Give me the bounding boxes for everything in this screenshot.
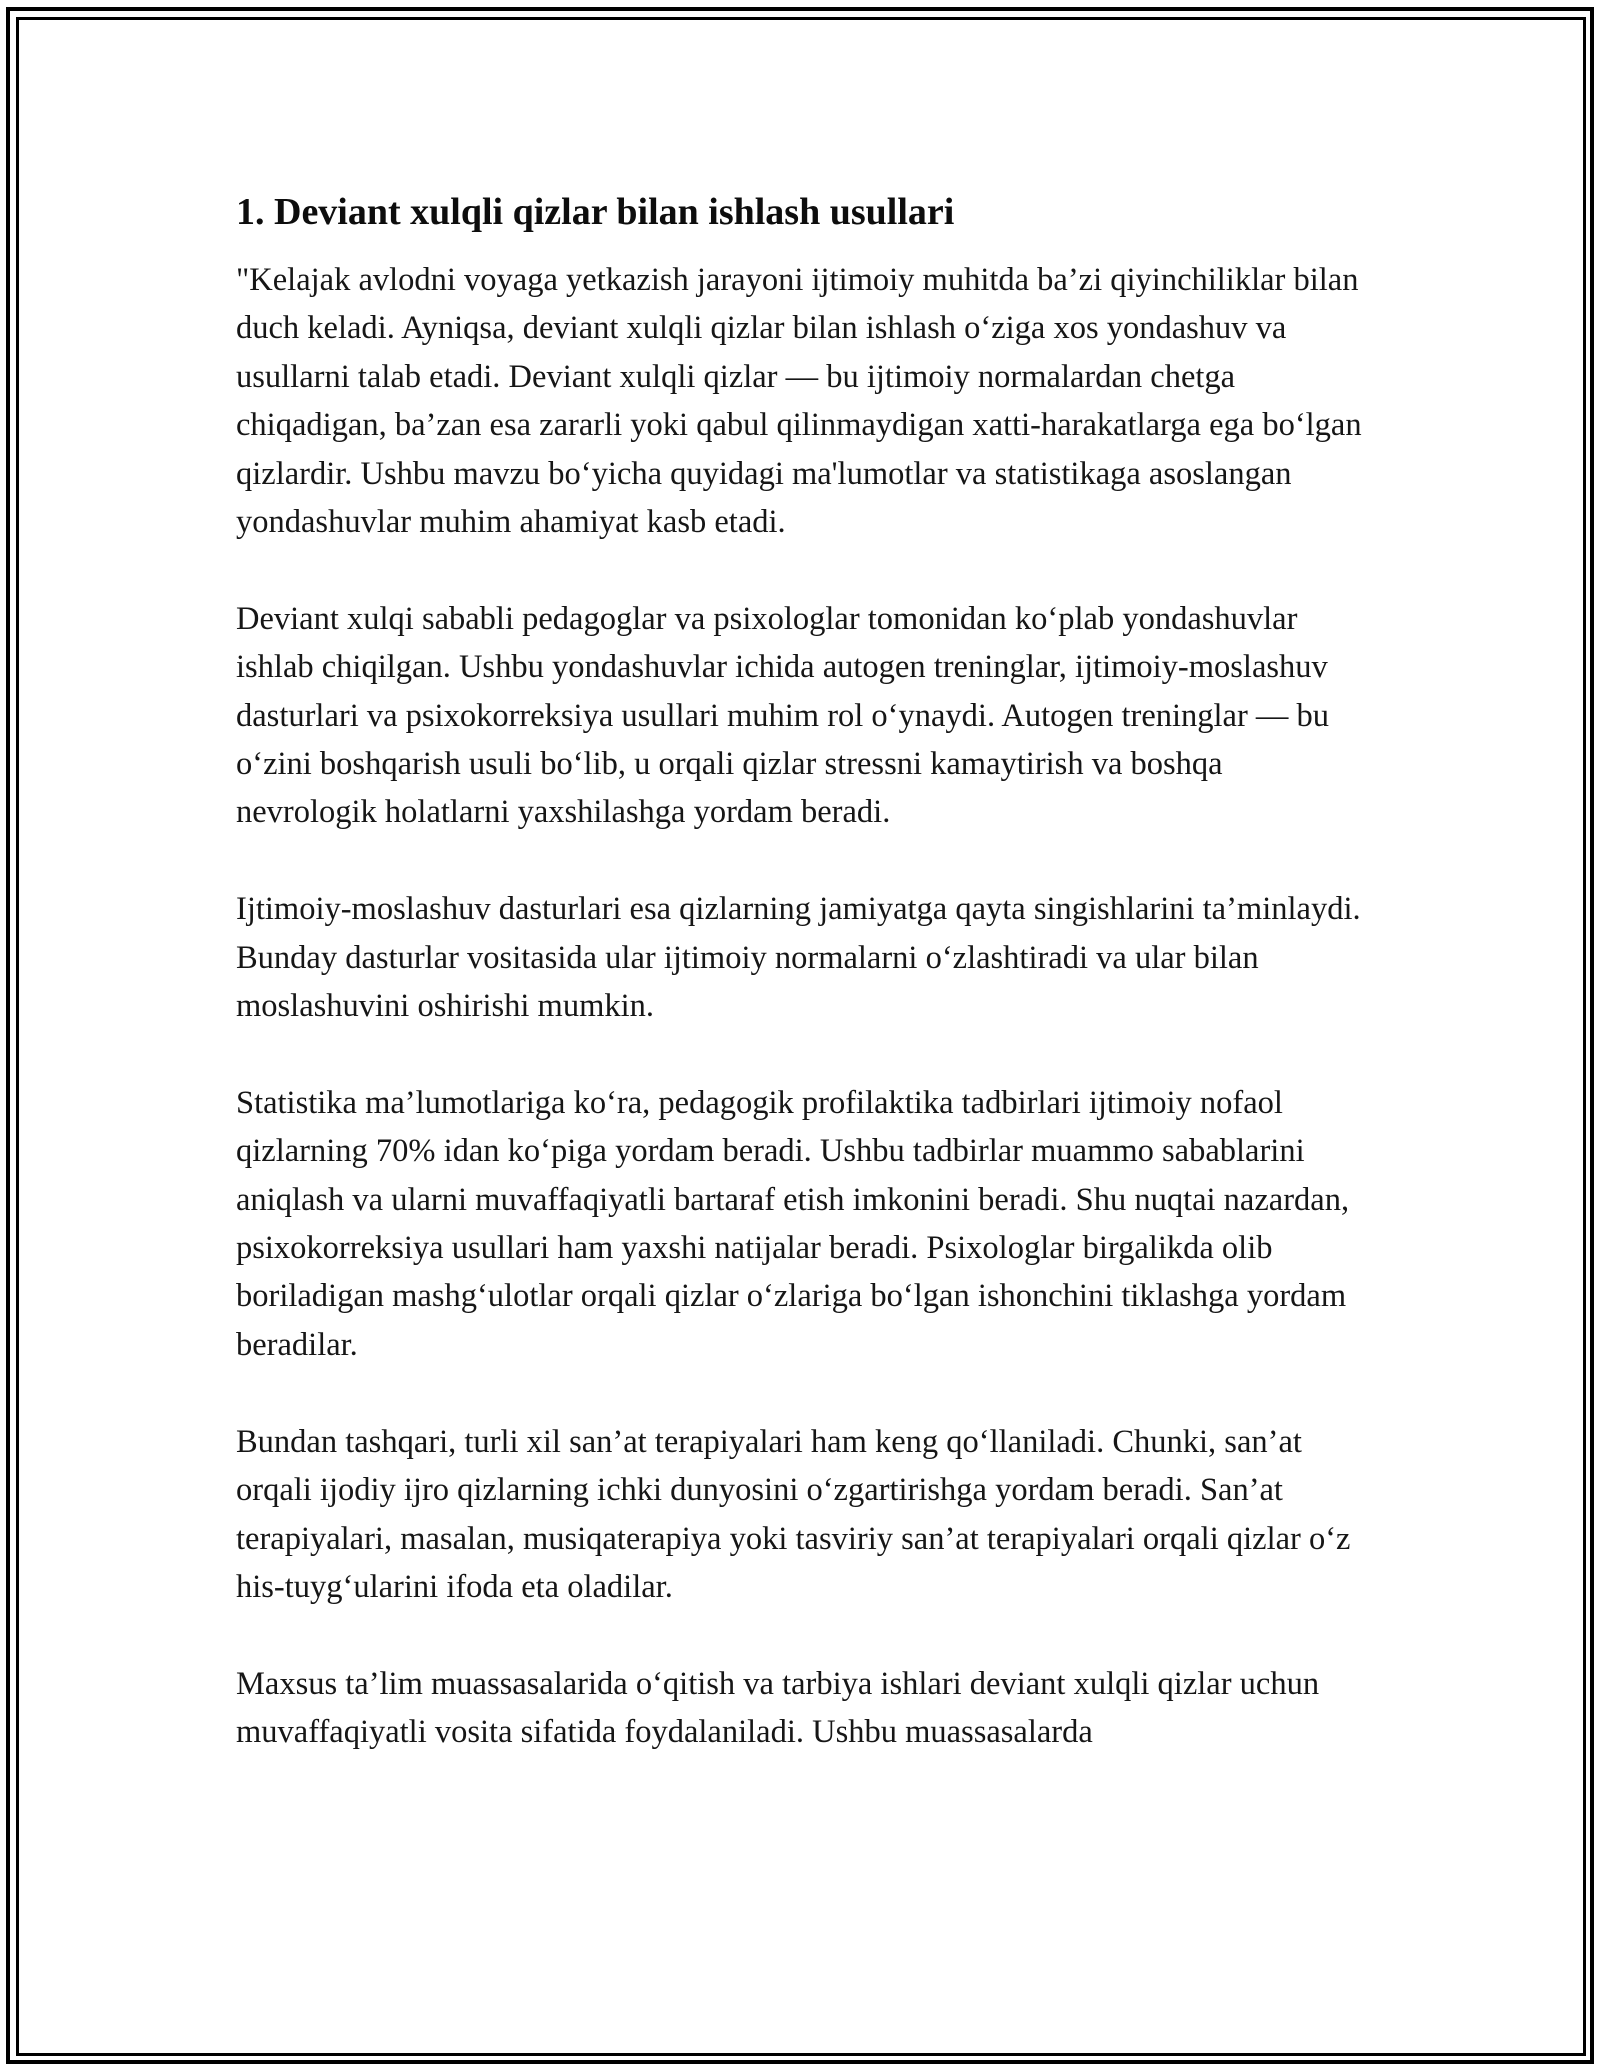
paragraph-statistics: Statistika ma’lumotlariga ko‘ra, pedagogik profilaktika tadbirlari ijtimoiy nofaol qizlarning 70% idan ko‘piga yordam beradi. Ushbu tadbirlar muammo sabablarini aniqlash va ularni muvaffaqiyatli bartaraf etish imkonini beradi. Shu nuqtai nazardan, psixokorreksiya usullari ham yaxshi natijalar beradi. Psixologlar birgalikda olib boriladigan mashg‘ulotlar orqali qizlar o‘zlariga bo‘lgan ishonchini tiklashga yordam beradilar. [236, 1084, 1350, 1363]
paragraph-intro: "Kelajak avlodni voyaga yetkazish jarayoni ijtimoiy muhitda ba’zi qiyinchiliklar bilan duch keladi. Ayniqsa, deviant xulqli qizlar bilan ishlash o‘ziga xos yondashuv va usullarni talab etadi. Deviant xulqli qizlar — bu ijtimoiy normalardan chetga chiqadigan, ba’zan esa zararli yoki qabul qilinmaydigan xatti-harakatlarga ega bo‘lgan qizlardir. Ushbu mavzu bo‘yicha quyidagi ma'lumotlar va statistikaga asoslangan yondashuvlar muhim ahamiyat kasb etadi. [236, 262, 1362, 541]
document-body [236, 186, 1366, 1757]
paragraph-art-therapy: Bundan tashqari, turli xil san’at terapiyalari ham keng qo‘llaniladi. Chunki, san’at orqali ijodiy ijro qizlarning ichki dunyosini o‘zgartirishga yordam beradi. San’at terapiyalari, masalan, musiqaterapiya yoki tasviriy san’at terapiyalari orqali qizlar o‘z his-tuyg‘ularini ifoda eta oladilar. [236, 1423, 1351, 1605]
paragraph-adaptation-programs: Ijtimoiy-moslashuv dasturlari esa qizlarning jamiyatga qayta singishlarini ta’minlaydi. Bunday dasturlar vositasida ular ijtimoiy normalarni o‘zlashtiradi va ular bilan moslashuvini oshirishi mumkin. [236, 891, 1361, 1025]
paragraph-approaches: Deviant xulqi sababli pedagoglar va psixologlar tomonidan ko‘plab yondashuvlar ishlab chiqilgan. Ushbu yondashuvlar ichida autogen treninglar, ijtimoiy-moslashuv dasturlari va psixokorreksiya usullari muhim rol o‘ynaydi. Autogen treninglar — bu o‘zini boshqarish usuli bo‘lib, u orqali qizlar stressni kamaytirish va boshqa nevrologik holatlarni yaxshilashga yordam beradi. [236, 600, 1330, 831]
section-heading: 1. Deviant xulqli qizlar bilan ishlash usullari [236, 191, 955, 233]
paragraph-special-education: Maxsus ta’lim muassasalarida o‘qitish va tarbiya ishlari deviant xulqli qizlar uchun muvaffaqiyatli vosita sifatida foydalaniladi. Ushbu muassasalarda [236, 1665, 1320, 1751]
